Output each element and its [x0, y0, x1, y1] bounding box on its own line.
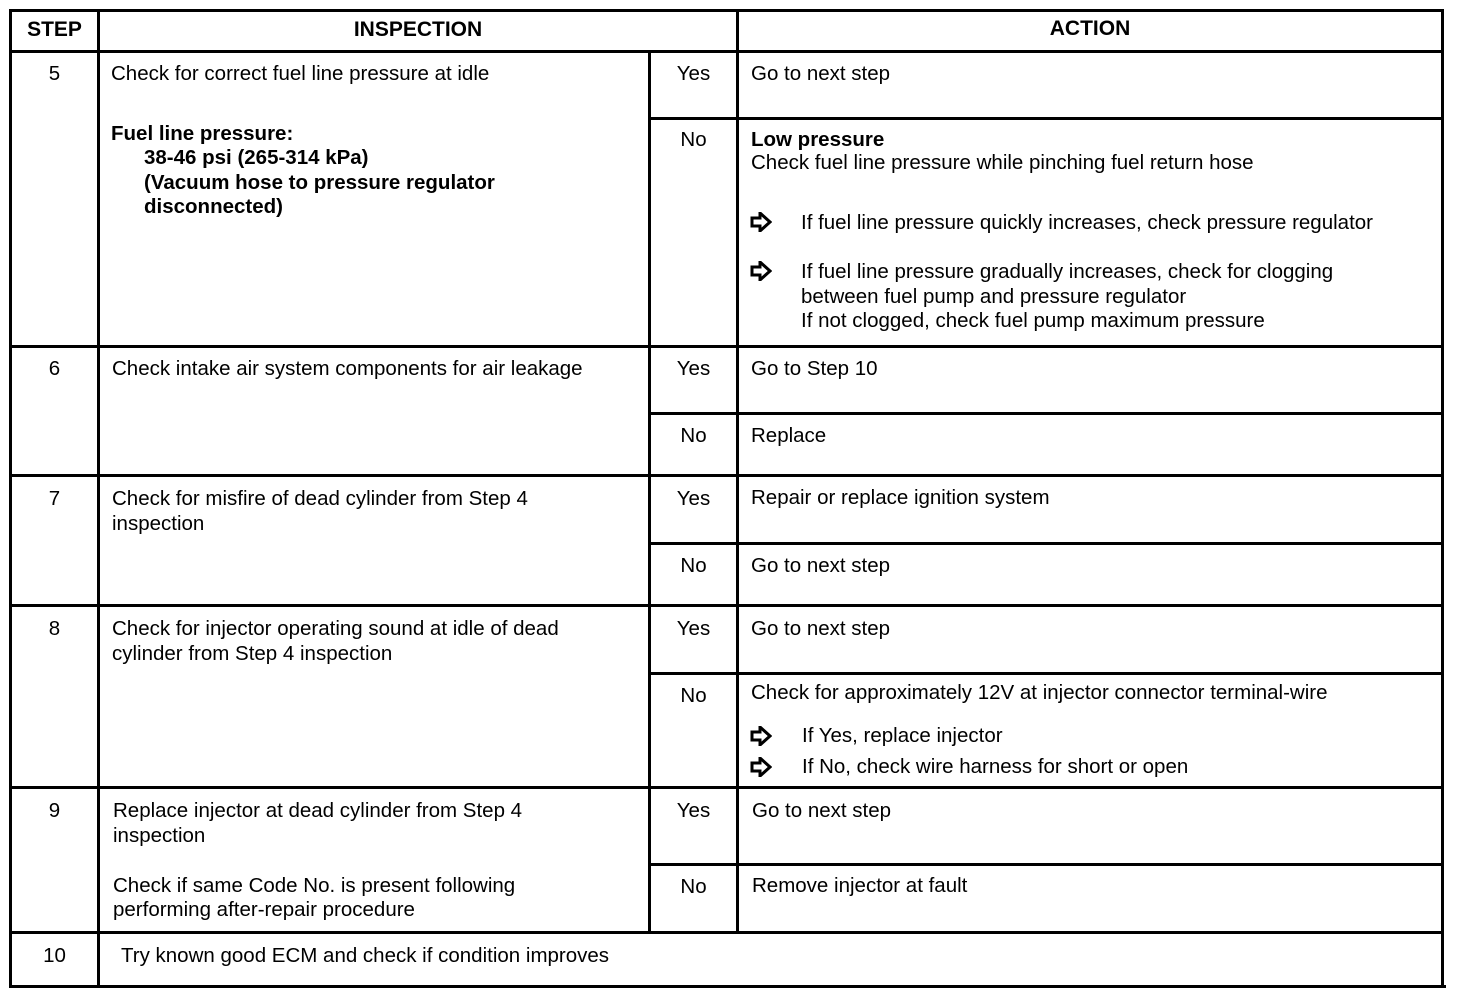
inspection-spec-note: (Vacuum hose to pressure regulator	[144, 171, 495, 194]
table-border-bottom	[10, 985, 1446, 988]
yes-label: Yes	[676, 799, 711, 822]
hollow-right-arrow-icon	[750, 757, 772, 777]
no-action: Go to next step	[751, 554, 891, 577]
yes-no-divider	[650, 863, 1444, 866]
no-action: Replace	[751, 424, 827, 447]
no-action: Remove injector at fault	[752, 874, 968, 897]
inspection-text: inspection	[112, 512, 205, 535]
header-action: ACTION	[1049, 17, 1131, 40]
yes-action: Go to Step 10	[751, 357, 878, 380]
inspection-text: inspection	[113, 824, 206, 847]
inspection-spec-note: disconnected)	[144, 195, 283, 218]
inspection-text: performing after-repair procedure	[113, 898, 415, 921]
inspection-spec-label: Fuel line pressure:	[111, 122, 294, 145]
row-divider	[10, 604, 1444, 607]
action-column-divider	[736, 9, 739, 934]
no-action-text: Check for approximately 12V at injector connector terminal-wire	[751, 681, 1328, 704]
inspection-text: Check if same Code No. is present following	[113, 874, 516, 897]
inspection-text: Check for misfire of dead cylinder from Step 4	[112, 487, 528, 510]
yes-action: Go to next step	[752, 799, 892, 822]
bullet-text: between fuel pump and pressure regulator	[801, 285, 1187, 308]
bullet-text: If fuel line pressure quickly increases, check pressure regulator	[801, 211, 1373, 234]
yes-no-divider	[650, 412, 1444, 415]
inspection-spec-value: 38-46 psi (265-314 kPa)	[144, 146, 369, 169]
header-inspection: INSPECTION	[353, 18, 483, 41]
hollow-right-arrow-icon	[750, 212, 772, 232]
yes-no-divider	[650, 542, 1444, 545]
no-label: No	[680, 424, 707, 447]
inspection-text: cylinder from Step 4 inspection	[112, 642, 393, 665]
yes-label: Yes	[676, 617, 711, 640]
step-number: 8	[48, 617, 61, 640]
step-column-divider	[97, 9, 100, 988]
yes-label: Yes	[676, 357, 711, 380]
row-divider	[10, 786, 1444, 789]
no-label: No	[680, 554, 707, 577]
hollow-right-arrow-icon	[750, 726, 772, 746]
step-number: 5	[48, 62, 61, 85]
yes-no-divider	[650, 672, 1444, 675]
row-divider	[10, 474, 1444, 477]
bullet-text: If Yes, replace injector	[802, 724, 1003, 747]
row-divider	[10, 931, 1444, 934]
yes-action: Repair or replace ignition system	[751, 486, 1050, 509]
yes-label: Yes	[676, 62, 711, 85]
table-border-right	[1441, 9, 1444, 988]
no-action-title: Low pressure	[751, 128, 885, 151]
step-number: 10	[43, 944, 66, 967]
table-border-top	[10, 9, 1444, 12]
inspection-text: Check intake air system components for air leakage	[112, 357, 583, 380]
no-label: No	[680, 875, 707, 898]
step-number: 6	[48, 357, 61, 380]
bullet-text: If fuel line pressure gradually increases, check for clogging	[801, 260, 1334, 283]
inspection-text: Check for injector operating sound at idle of dead	[112, 617, 559, 640]
no-label: No	[680, 128, 707, 151]
header-divider	[10, 50, 1444, 53]
no-label: No	[680, 684, 707, 707]
inspection-text: Replace injector at dead cylinder from Step 4	[113, 799, 523, 822]
inspection-text: Try known good ECM and check if condition improves	[121, 944, 610, 967]
step-number: 7	[48, 487, 61, 510]
yes-no-divider	[650, 117, 1444, 120]
row-divider	[10, 345, 1444, 348]
step-number: 9	[48, 799, 61, 822]
inspection-text: Check for correct fuel line pressure at idle	[111, 62, 490, 85]
header-step: STEP	[27, 18, 82, 41]
no-action-text: Check fuel line pressure while pinching fuel return hose	[751, 151, 1254, 174]
yes-label: Yes	[676, 487, 711, 510]
hollow-right-arrow-icon	[750, 261, 772, 281]
yes-action: Go to next step	[751, 617, 891, 640]
bullet-text: If not clogged, check fuel pump maximum pressure	[801, 309, 1265, 332]
yes-action: Go to next step	[751, 62, 891, 85]
bullet-text: If No, check wire harness for short or open	[802, 755, 1189, 778]
